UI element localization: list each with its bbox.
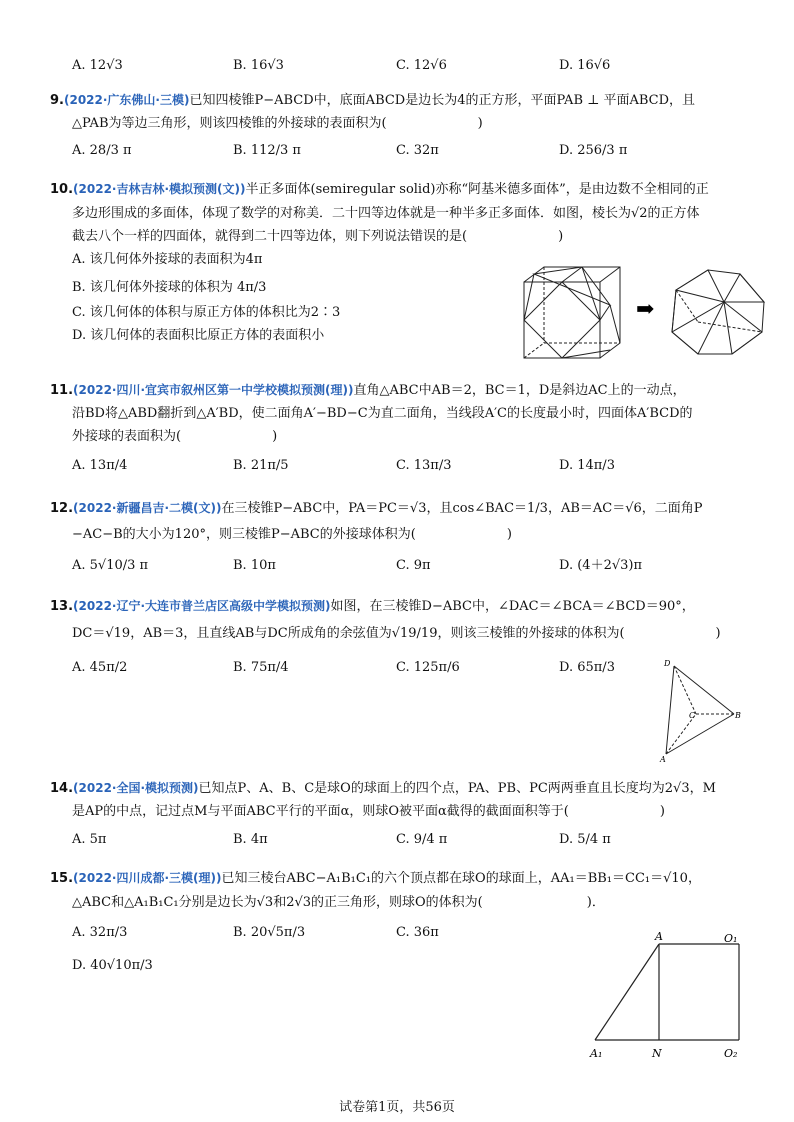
q10-text-1: 半正多面体(semiregular solid)亦称“阿基米德多面体”，是由边数不全相同的正 bbox=[245, 182, 709, 197]
q14-option-c: C. 9/4 π bbox=[396, 832, 448, 847]
q13-option-d: D. 65π/3 bbox=[559, 660, 615, 675]
q15-label-o2: O₂ bbox=[724, 1047, 738, 1060]
q15-option-d: D. 40√10π/3 bbox=[72, 958, 153, 973]
q14-text-1: 已知点P、A、B、C是球O的球面上的四个点，PA、PB、PC两两垂直且长度均为2√3，M bbox=[198, 781, 716, 796]
q10-figure bbox=[518, 262, 778, 362]
q10-option-b: B. 该几何体外接球的体积为 4π/3 bbox=[72, 280, 267, 295]
q12-source: (2022·新疆昌吉·二模(文)) bbox=[73, 501, 222, 515]
q10-line-1 bbox=[50, 181, 709, 198]
q8-option-d: D. 16√6 bbox=[559, 58, 611, 73]
q12-text-2: −AC−B的大小为120°，则三棱锥P−ABC的外接球体积为( ) bbox=[72, 527, 512, 542]
q12-number: 12. bbox=[50, 501, 74, 516]
q14-option-a: A. 5π bbox=[72, 832, 107, 847]
q15-label-n: N bbox=[652, 1047, 662, 1060]
q11-text-2: 沿BD将△ABD翻折到△A′BD，使二面角A′−BD−C为直二面角，当线段A′C的长度最小时，四面体A′BCD的 bbox=[72, 406, 693, 421]
q14-option-d: D. 5/4 π bbox=[559, 832, 611, 847]
q13-figure bbox=[658, 656, 748, 766]
q9-text-2: △PAB为等边三角形，则该四棱锥的外接球的表面积为( ) bbox=[72, 116, 483, 131]
q12-option-b: B. 10π bbox=[233, 558, 276, 573]
q12-option-c: C. 9π bbox=[396, 558, 431, 573]
arrow-icon: ➡ bbox=[636, 297, 655, 322]
q11-text-1: 直角△ABC中AB＝2，BC＝1，D是斜边AC上的一动点， bbox=[353, 383, 686, 398]
q9-option-c: C. 32π bbox=[396, 143, 439, 158]
q11-line-1 bbox=[50, 382, 686, 399]
q10-number: 10. bbox=[50, 182, 74, 197]
q14-option-b: B. 4π bbox=[233, 832, 268, 847]
q10-option-d: D. 该几何体的表面积比原正方体的表面积小 bbox=[72, 328, 325, 343]
q15-figure bbox=[586, 928, 770, 1064]
q12-line-1 bbox=[50, 500, 703, 517]
q11-option-c: C. 13π/3 bbox=[396, 458, 452, 473]
q11-number: 11. bbox=[50, 383, 74, 398]
q15-line-1 bbox=[50, 870, 701, 887]
q10-source: (2022·吉林吉林·模拟预测(文)) bbox=[73, 182, 246, 196]
q9-line-1 bbox=[50, 92, 695, 109]
q11-text-3: 外接球的表面积为( ) bbox=[72, 429, 278, 444]
q12-option-d: D. (4＋2√3)π bbox=[559, 558, 643, 573]
q15-label-o1: O₁ bbox=[724, 932, 738, 945]
q9-option-a: A. 28/3 π bbox=[72, 143, 132, 158]
q15-label-a: A bbox=[655, 930, 663, 943]
q11-option-a: A. 13π/4 bbox=[72, 458, 128, 473]
q14-number: 14. bbox=[50, 781, 74, 796]
q10-text-3: 截去八个一样的四面体，就得到二十四等边体，则下列说法错误的是( ) bbox=[72, 229, 564, 244]
q9-source: (2022·广东佛山·三模) bbox=[63, 93, 190, 107]
q11-option-b: B. 21π/5 bbox=[233, 458, 289, 473]
q15-label-a1: A₁ bbox=[590, 1047, 603, 1060]
page-footer: 试卷第1页，共56页 bbox=[339, 1100, 455, 1115]
q8-option-a: A. 12√3 bbox=[72, 58, 123, 73]
q8-option-b: B. 16√3 bbox=[233, 58, 284, 73]
q15-option-b: B. 20√5π/3 bbox=[233, 925, 306, 940]
q10-text-2: 多边形围成的多面体，体现了数学的对称美．二十四等边体就是一种半多正多面体．如图，棱长为√2的正方体 bbox=[72, 206, 700, 221]
q13-number: 13. bbox=[50, 599, 74, 614]
cuboctahedron-diagram bbox=[672, 270, 764, 354]
q11-option-d: D. 14π/3 bbox=[559, 458, 615, 473]
q10-option-c: C. 该几何体的体积与原正方体的体积比为2∶3 bbox=[72, 305, 341, 320]
q15-text-2: △ABC和△A₁B₁C₁分别是边长为√3和2√3的正三角形，则球O的体积为( )． bbox=[72, 895, 605, 910]
q13-label-c: C bbox=[689, 711, 696, 720]
q13-option-a: A. 45π/2 bbox=[72, 660, 128, 675]
q15-source: (2022·四川成都·三模(理)) bbox=[73, 871, 222, 885]
q9-number: 9. bbox=[50, 93, 64, 108]
q12-text-1: 在三棱锥P−ABC中，PA＝PC＝√3，且cos∠BAC＝1/3，AB＝AC＝√6，二面角P bbox=[221, 501, 703, 516]
q13-label-b: B bbox=[735, 711, 741, 720]
q13-option-b: B. 75π/4 bbox=[233, 660, 289, 675]
q13-label-d: D bbox=[664, 659, 671, 668]
q9-text-1: 已知四棱锥P−ABCD中，底面ABCD是边长为4的正方形，平面PAB ⊥ 平面ABCD，且 bbox=[189, 93, 696, 108]
q15-option-c: C. 36π bbox=[396, 925, 439, 940]
q15-option-a: A. 32π/3 bbox=[72, 925, 128, 940]
q10-option-a: A. 该几何体外接球的表面积为4π bbox=[72, 252, 263, 267]
q12-option-a: A. 5√10/3 π bbox=[72, 558, 149, 573]
q9-option-d: D. 256/3 π bbox=[559, 143, 628, 158]
q15-number: 15. bbox=[50, 871, 74, 886]
q13-text-2: DC＝√19，AB＝3，且直线AB与DC所成角的余弦值为√19/19，则该三棱锥的外接球的体积为( ) bbox=[72, 626, 721, 641]
q14-text-2: 是AP的中点，记过点M与平面ABC平行的平面α，则球O被平面α截得的截面面积等于( ) bbox=[72, 804, 665, 819]
cube-diagram bbox=[524, 267, 620, 358]
q14-source: (2022·全国·模拟预测) bbox=[73, 781, 199, 795]
q14-line-1 bbox=[50, 780, 716, 797]
q13-source: (2022·辽宁·大连市普兰店区高级中学模拟预测) bbox=[73, 599, 331, 613]
q8-option-c: C. 12√6 bbox=[396, 58, 447, 73]
q13-option-c: C. 125π/6 bbox=[396, 660, 460, 675]
q13-label-a: A bbox=[660, 755, 666, 764]
q13-text-1: 如图，在三棱锥D−ABC中，∠DAC＝∠BCA＝∠BCD＝90°， bbox=[330, 599, 695, 614]
q13-line-1 bbox=[50, 598, 695, 615]
q9-option-b: B. 112/3 π bbox=[233, 143, 301, 158]
q11-source: (2022·四川·宜宾市叙州区第一中学校模拟预测(理)) bbox=[73, 383, 354, 397]
q15-text-1: 已知三棱台ABC−A₁B₁C₁的六个顶点都在球O的球面上，AA₁＝BB₁＝CC₁＝√10， bbox=[221, 871, 701, 886]
